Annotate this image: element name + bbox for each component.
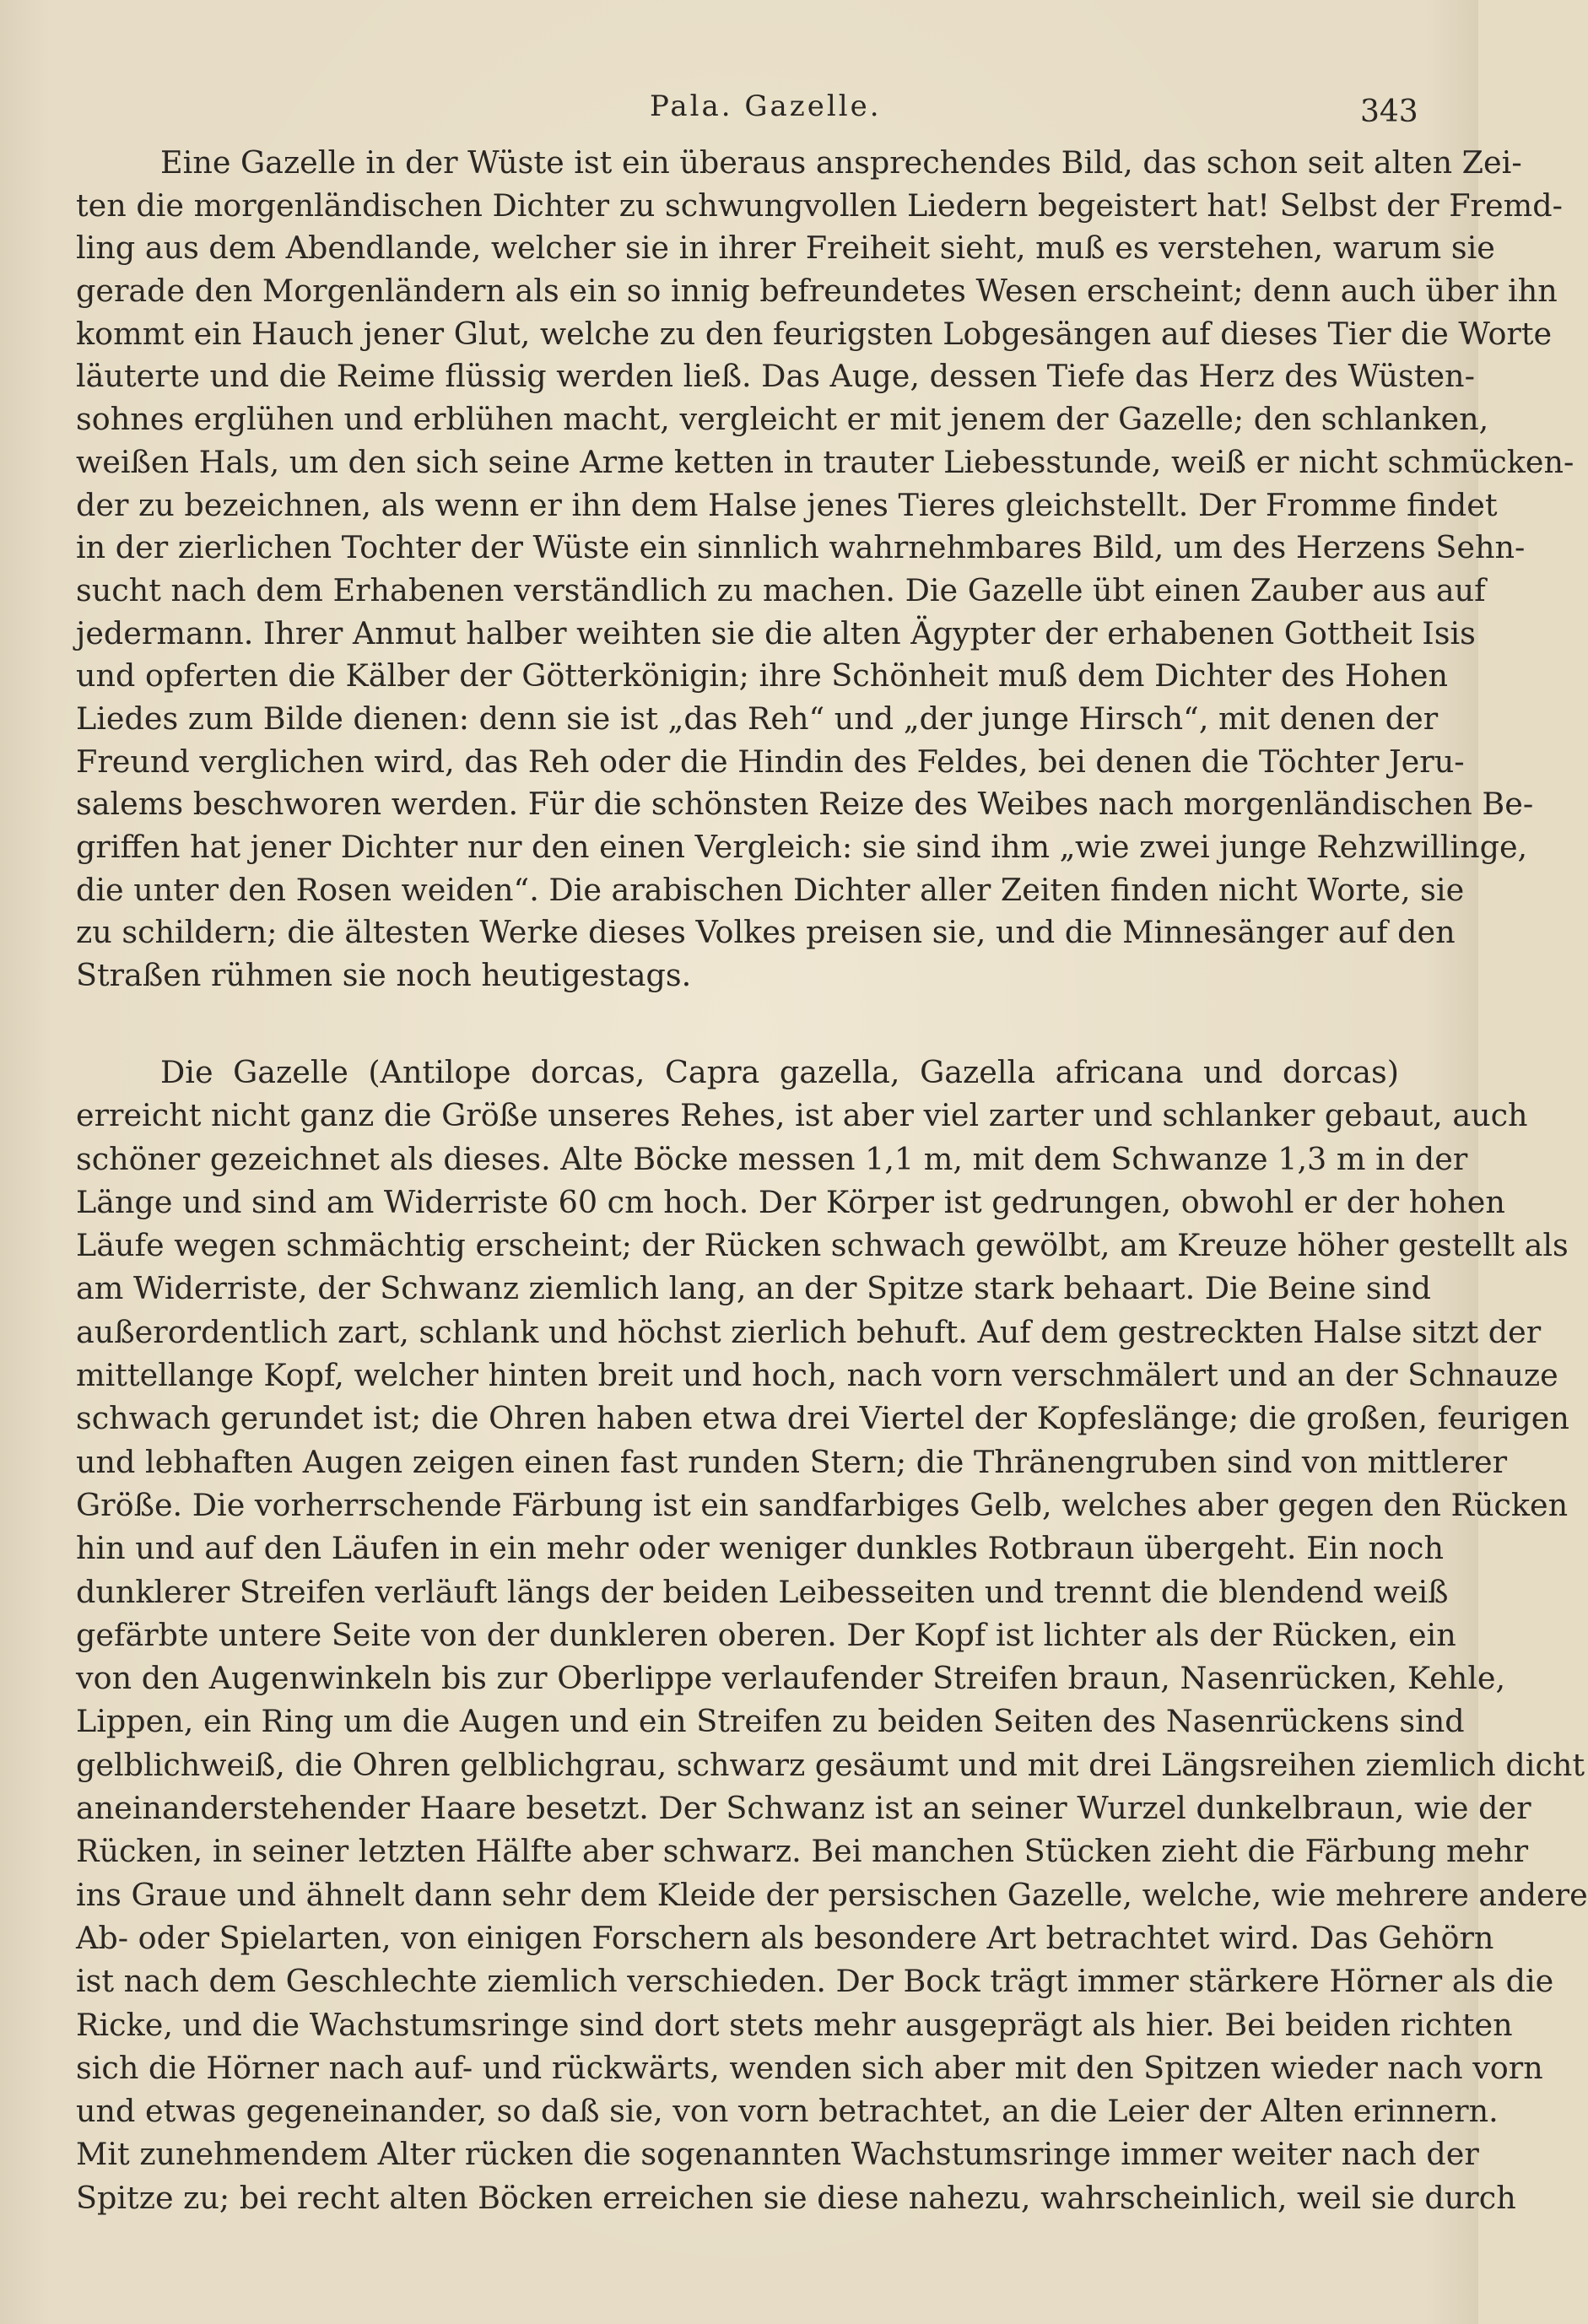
- text-line: schöner gezeichnet als dieses. Alte Böcke messen 1,1 m, mit dem Schwanze 1,3 m in der: [76, 1140, 1468, 1177]
- text-line: gerade den Morgenländern als ein so innig befreundetes Wesen erscheint; denn auch über ihn: [76, 273, 1558, 310]
- text-line: sich die Hörner nach auf- und rückwärts, wenden sich aber mit den Spitzen wieder nach vorn: [76, 2049, 1543, 2086]
- text-line: Läufe wegen schmächtig erscheint; der Rücken schwach gewölbt, am Kreuze höher gestellt als: [76, 1227, 1569, 1264]
- text-line: griffen hat jener Dichter nur den einen Vergleich: sie sind ihm „wie zwei junge Rehzwillinge,: [76, 829, 1528, 865]
- text-line: ten die morgenländischen Dichter zu schwungvollen Liedern begeistert hat! Selbst der Fremd-: [76, 186, 1563, 224]
- page-number: 343: [1360, 95, 1418, 129]
- text-line: läuterte und die Reime flüssig werden ließ. Das Auge, dessen Tiefe das Herz des Wüsten-: [76, 358, 1475, 395]
- text-line: Liedes zum Bilde dienen: denn sie ist „das Reh“ und „der junge Hirsch“, mit denen der: [76, 700, 1439, 737]
- text-line: außerordentlich zart, schlank und höchst zierlich behuft. Auf dem gestreckten Halse sitzt der: [76, 1313, 1542, 1350]
- text-line: gelblichweiß, die Ohren gelblichgrau, schwarz gesäumt und mit drei Längsreihen ziemlich dicht: [76, 1746, 1585, 1783]
- text-line: Rücken, in seiner letzten Hälfte aber schwarz. Bei manchen Stücken zieht die Färbung mehr: [76, 1833, 1529, 1870]
- paragraph-1: [76, 142, 1574, 997]
- text-line: in der zierlichen Tochter der Wüste ein sinnlich wahrnehmbares Bild, um des Herzens Sehn-: [76, 529, 1526, 566]
- text-line: am Widerriste, der Schwanz ziemlich lang, an der Spitze stark behaart. Die Beine sind: [76, 1270, 1431, 1307]
- text-line: von den Augenwinkeln bis zur Oberlippe verlaufender Streifen braun, Nasenrücken, Kehle,: [76, 1660, 1506, 1697]
- text-line: ist nach dem Geschlechte ziemlich verschieden. Der Bock trägt immer stärkere Hörner als die: [76, 1963, 1554, 2000]
- text-line: zu schildern; die ältesten Werke dieses Volkes preisen sie, und die Minnesänger auf den: [76, 914, 1456, 951]
- text-line: erreicht nicht ganz die Größe unseres Rehes, ist aber viel zarter und schlanker gebaut, auch: [76, 1097, 1528, 1134]
- text-line: ling aus dem Abendlande, welcher sie in ihrer Freiheit sieht, muß es verstehen, warum sie: [76, 230, 1495, 267]
- text-line: salems beschworen werden. Für die schönsten Reize des Weibes nach morgenländischen Be-: [76, 786, 1534, 823]
- text-line: hin und auf den Läufen in ein mehr oder weniger dunkles Rotbraun übergeht. Ein noch: [76, 1530, 1444, 1567]
- text-line: Ab- oder Spielarten, von einigen Forschern als besondere Art betrachtet wird. Das Gehörn: [76, 1919, 1494, 1956]
- running-title: Pala. Gazelle.: [650, 89, 882, 123]
- text-line: schwach gerundet ist; die Ohren haben etwa drei Viertel der Kopfeslänge; die großen, feurigen: [76, 1400, 1569, 1437]
- text-line: Straßen rühmen sie noch heutigestags.: [76, 957, 692, 994]
- text-line: sohnes erglühen und erblühen macht, vergleicht er mit jenem der Gazelle; den schlanken,: [76, 401, 1489, 438]
- text-line: und lebhaften Augen zeigen einen fast runden Stern; die Thränengruben sind von mittlerer: [76, 1443, 1508, 1480]
- text-line: Größe. Die vorherrschende Färbung ist ein sandfarbiges Gelb, welches aber gegen den Rücken: [76, 1486, 1569, 1523]
- text-line: kommt ein Hauch jener Glut, welche zu den feurigsten Lobgesängen auf dieses Tier die Worte: [76, 315, 1553, 352]
- running-head: [0, 84, 1478, 135]
- text-line: und etwas gegeneinander, so daß sie, von vorn betrachtet, an die Leier der Alten erinnern.: [76, 2093, 1499, 2130]
- text-line: mittellange Kopf, welcher hinten breit und hoch, nach vorn verschmälert und an der Schnauze: [76, 1357, 1558, 1394]
- text-line: Spitze zu; bei recht alten Böcken erreichen sie diese nahezu, wahrscheinlich, weil sie durch: [76, 2179, 1516, 2216]
- text-line: Ricke, und die Wachstumsringe sind dort stets mehr ausgeprägt als hier. Bei beiden richten: [76, 2006, 1513, 2043]
- text-line: Länge und sind am Widerriste 60 cm hoch. Der Körper ist gedrungen, obwohl er der hohen: [76, 1183, 1505, 1220]
- text-line: Freund verglichen wird, das Reh oder die Hindin des Feldes, bei denen die Töchter Jeru-: [76, 743, 1465, 780]
- paragraph-2: [76, 1051, 1588, 2219]
- text-line: dunklerer Streifen verläuft längs der beiden Leibesseiten und trennt die blendend weiß: [76, 1573, 1449, 1610]
- text-line: und opferten die Kälber der Götterkönigin; ihre Schönheit muß dem Dichter des Hohen: [76, 657, 1448, 694]
- text-line: der zu bezeichnen, als wenn er ihn dem Halse jenes Tieres gleichstellt. Der Fromme findet: [76, 486, 1498, 523]
- text-line: die unter den Rosen weiden“. Die arabischen Dichter aller Zeiten finden nicht Worte, sie: [76, 871, 1465, 908]
- text-line: jedermann. Ihrer Anmut halber weihten sie die alten Ägypter der erhabenen Gottheit Isis: [76, 614, 1476, 651]
- text-line: weißen Hals, um den sich seine Arme ketten in trauter Liebesstunde, weiß er nicht schmücken-: [76, 443, 1574, 480]
- text-line: Mit zunehmendem Alter rücken die sogenannten Wachstumsringe immer weiter nach der: [76, 2136, 1479, 2173]
- text-line: gefärbte untere Seite von der dunkleren oberen. Der Kopf ist lichter als der Rücken, ein: [76, 1616, 1456, 1653]
- text-line: aneinanderstehender Haare besetzt. Der Schwanz ist an seiner Wurzel dunkelbraun, wie der: [76, 1790, 1531, 1827]
- text-line: Eine Gazelle in der Wüste ist ein überaus ansprechendes Bild, das schon seit alten Zei-: [160, 144, 1522, 181]
- text-line: ins Graue und ähnelt dann sehr dem Kleide der persischen Gazelle, welche, wie mehrere andere: [76, 1876, 1588, 1913]
- text-line: Lippen, ein Ring um die Augen und ein Streifen zu beiden Seiten des Nasenrückens sind: [76, 1703, 1465, 1740]
- text-line: Die Gazelle (Antilope dorcas, Capra gazella, Gazella africana und dorcas): [160, 1054, 1399, 1090]
- text-line: sucht nach dem Erhabenen verständlich zu machen. Die Gazelle übt einen Zauber aus auf: [76, 571, 1486, 608]
